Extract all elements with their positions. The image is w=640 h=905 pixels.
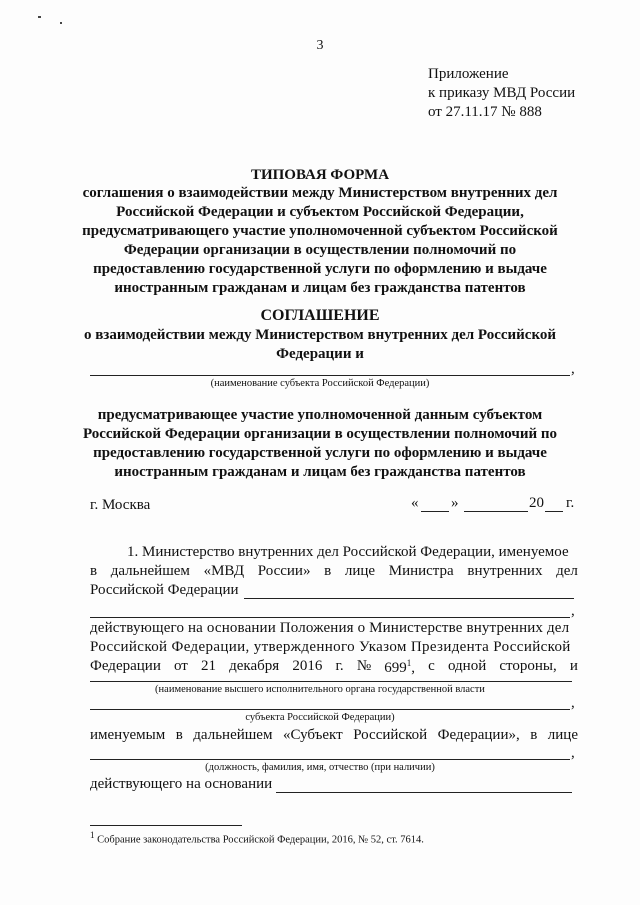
word: г. xyxy=(335,658,344,674)
clause1-line: действующего на основании Положения о Министерстве внутренних дел xyxy=(90,620,570,636)
scan-mark xyxy=(60,22,62,24)
word: лице xyxy=(344,563,376,579)
word: России» xyxy=(257,563,311,579)
comma: , xyxy=(571,361,575,377)
word: 21 xyxy=(200,658,216,674)
agreement-title: СОГЛАШЕНИЕ xyxy=(260,307,380,324)
city: г. Москва xyxy=(90,497,151,513)
minister-name-field-cont[interactable] xyxy=(90,617,570,618)
date-month-field[interactable] xyxy=(464,511,528,512)
word: 2016 xyxy=(292,658,323,674)
word: «МВД xyxy=(203,563,245,579)
word: лице xyxy=(547,727,578,743)
form-subtitle-line: Российской Федерации и субъектом Российской Федерации, xyxy=(116,204,524,220)
form-subtitle-line: Федерации организации в осуществлении полномочий по xyxy=(123,242,517,258)
word: дальнейшем xyxy=(193,727,273,743)
word: № xyxy=(356,658,372,674)
executive-body-field-cont[interactable] xyxy=(90,709,570,710)
basis-field[interactable] xyxy=(276,792,572,793)
minister-name-field[interactable] xyxy=(244,598,574,599)
executive-body-field[interactable] xyxy=(90,681,572,682)
clause1-line-justified xyxy=(90,727,578,744)
appendix-line-1: Приложение xyxy=(428,66,509,82)
word: в xyxy=(90,563,98,579)
clause1-line: Российской Федерации xyxy=(90,582,239,598)
person-field[interactable] xyxy=(90,759,570,760)
word: декабря xyxy=(229,658,280,674)
word: дальнейшем xyxy=(110,563,190,579)
word: Федерации», xyxy=(437,727,520,743)
date-year-prefix: 20 xyxy=(529,495,544,511)
provides-line: Российской Федерации организации в осуществлении полномочий по xyxy=(82,426,558,442)
comma: , xyxy=(571,603,575,619)
word: от xyxy=(173,658,188,674)
provides-line: предусматривающее участие уполномоченной данным субъектом xyxy=(97,407,543,423)
agreement-subtitle-line: Федерации и xyxy=(276,346,364,362)
appendix-line-3: от 27.11.17 № 888 xyxy=(428,104,542,120)
word: Федерации xyxy=(90,658,161,674)
form-subtitle-line: предоставлению государственной услуги по оформлению и выдаче xyxy=(93,261,547,277)
footnote-ref-word: $699^1$, xyxy=(384,658,416,676)
date-close-quote: » xyxy=(451,495,459,511)
comma: , xyxy=(571,745,575,761)
word: именуемым xyxy=(90,727,166,743)
agreement-subtitle-line: о взаимодействии между Министерством внутренних дел Российской xyxy=(83,327,557,343)
subject-caption-2: субъекта Российской Федерации) xyxy=(245,712,395,723)
subject-name-field[interactable] xyxy=(90,375,570,376)
word: в xyxy=(324,563,332,579)
form-subtitle-line: иностранным гражданам и лицам без гражданства патентов xyxy=(114,280,526,296)
scan-mark xyxy=(38,16,41,18)
word: Российской xyxy=(353,727,428,743)
word: стороны, xyxy=(499,658,557,674)
footnote-ref: 1 xyxy=(406,658,412,668)
person-caption: (должность, фамилия, имя, отчество (при наличии) xyxy=(205,762,435,773)
comma: , xyxy=(571,695,575,711)
clause1-line-justified xyxy=(90,658,578,677)
footnote-separator xyxy=(90,825,242,826)
footnote-text: Собрание законодательства Российской Федерации, 2016, № 52, ст. 7614. xyxy=(97,834,424,846)
appendix-line-2: к приказу МВД России xyxy=(428,85,576,101)
clause1-line: действующего на основании xyxy=(90,776,273,792)
word: и xyxy=(569,658,578,674)
date-open-quote: « xyxy=(411,495,419,511)
provides-line: предоставлению государственной услуги по оформлению и выдаче xyxy=(93,445,547,461)
subject-caption: (наименование субъекта Российской Федерации) xyxy=(210,378,430,389)
word: в xyxy=(530,727,538,743)
date-year-field[interactable] xyxy=(545,511,563,512)
word: в xyxy=(175,727,183,743)
date-year-suffix: г. xyxy=(566,495,575,511)
word: дел xyxy=(556,563,578,579)
word: внутренних xyxy=(467,563,543,579)
page-number: 3 xyxy=(316,38,324,53)
form-title: ТИПОВАЯ ФОРМА xyxy=(250,167,390,183)
form-subtitle-line: соглашения о взаимодействии между Министерством внутренних дел xyxy=(82,185,558,201)
clause1-line-justified xyxy=(90,563,578,580)
provides-line: иностранным гражданам и лицам без гражданства патентов xyxy=(114,464,526,480)
executive-body-caption: (наименование высшего исполнительного органа государственной власти xyxy=(155,684,485,695)
word: Министра xyxy=(388,563,454,579)
clause1-line: Российской Федерации, утвержденного Указом Президента Российской xyxy=(90,639,571,655)
footnote-mark: 1 xyxy=(90,830,95,840)
word: с xyxy=(428,658,435,674)
footnote xyxy=(90,830,424,846)
clause1-line: 1. Министерство внутренних дел Российской Федерации, именуемое xyxy=(127,544,569,560)
word: одной xyxy=(447,658,487,674)
date-day-field[interactable] xyxy=(421,511,449,512)
word: «Субъект xyxy=(282,727,343,743)
word: 699 xyxy=(384,660,407,676)
form-subtitle-line: предусматривающего участие уполномоченной субъектом Российской xyxy=(82,223,558,239)
